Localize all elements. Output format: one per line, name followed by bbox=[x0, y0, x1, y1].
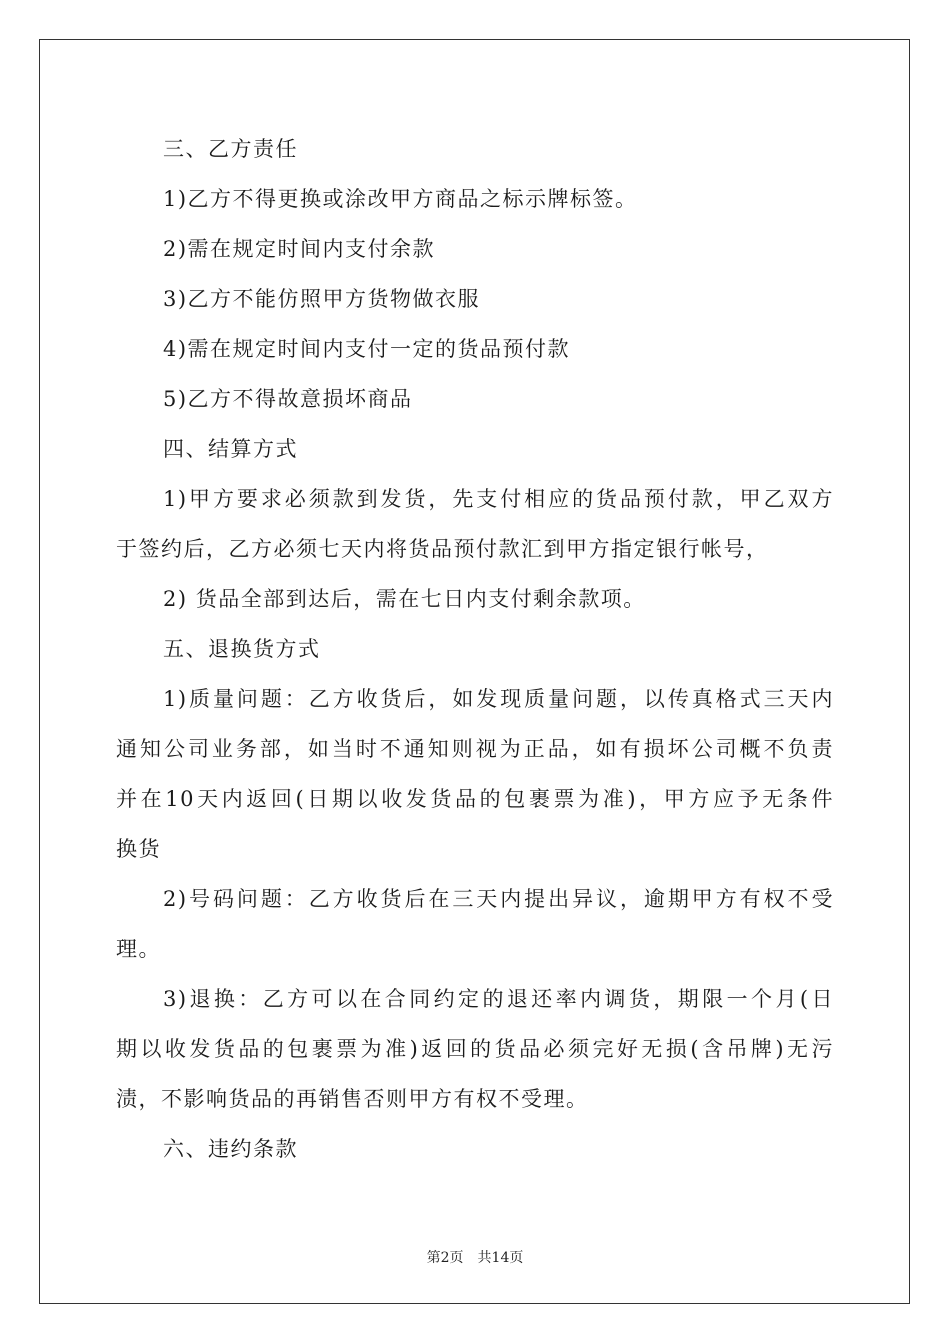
clause-line: 换货 bbox=[116, 837, 161, 861]
page-footer bbox=[0, 1247, 950, 1267]
clause-line: 4)需在规定时间内支付一定的货品预付款 bbox=[163, 337, 571, 361]
clause-line: 1)甲方要求必须款到发货，先支付相应的货品预付款，甲乙双方 bbox=[163, 487, 834, 511]
clause-line: 通知公司业务部，如当时不通知则视为正品，如有损坏公司概不负责 bbox=[116, 737, 834, 761]
clause-line: 5)乙方不得故意损坏商品 bbox=[163, 387, 413, 411]
clause-line: 2)需在规定时间内支付余款 bbox=[163, 237, 436, 261]
clause-line: 于签约后，乙方必须七天内将货品预付款汇到甲方指定银行帐号， bbox=[116, 537, 769, 561]
clause-line: 并在10天内返回(日期以收发货品的包裹票为准)，甲方应予无条件 bbox=[116, 787, 834, 811]
section-heading-settlement: 四、结算方式 bbox=[163, 437, 298, 461]
clause-line: 1)乙方不得更换或涂改甲方商品之标示牌标签。 bbox=[163, 187, 638, 211]
page-total: 共14页 bbox=[477, 1250, 524, 1266]
page-number: 第2页 bbox=[426, 1250, 464, 1266]
clause-line: 理。 bbox=[116, 937, 161, 961]
document-body bbox=[116, 124, 834, 1174]
section-heading-breach: 六、违约条款 bbox=[163, 1137, 298, 1161]
clause-line: 3)退换：乙方可以在合同约定的退还率内调货，期限一个月(日 bbox=[163, 987, 834, 1011]
clause-line: 渍，不影响货品的再销售否则甲方有权不受理。 bbox=[116, 1087, 589, 1111]
clause-line: 2) 货品全部到达后，需在七日内支付剩余款项。 bbox=[163, 587, 646, 611]
clause-line: 1)质量问题：乙方收货后，如发现质量问题，以传真格式三天内 bbox=[163, 687, 834, 711]
clause-line: 3)乙方不能仿照甲方货物做衣服 bbox=[163, 287, 481, 311]
section-heading-party-b-duties: 三、乙方责任 bbox=[163, 137, 298, 161]
clause-line: 2)号码问题：乙方收货后在三天内提出异议，逾期甲方有权不受 bbox=[163, 887, 834, 911]
section-heading-returns: 五、退换货方式 bbox=[163, 637, 321, 661]
clause-line: 期以收发货品的包裹票为准)返回的货品必须完好无损(含吊牌)无污 bbox=[116, 1037, 834, 1061]
